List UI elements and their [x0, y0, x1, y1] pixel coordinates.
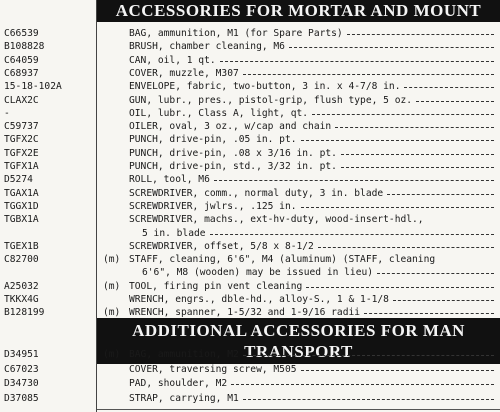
- part-number: TGGX1D: [4, 200, 39, 212]
- item-description-text: STRAP, carrying, M1: [129, 392, 239, 404]
- list-item: [0, 27, 500, 41]
- item-description: [129, 40, 494, 54]
- part-number: TGAX1A: [4, 187, 39, 199]
- mark-indicator: (m): [103, 280, 121, 292]
- leader-dashes: [404, 87, 494, 88]
- part-number: 15-18-102A: [4, 81, 62, 93]
- item-description: [129, 240, 494, 254]
- item-description: [129, 120, 494, 134]
- leader-dashes: [387, 194, 494, 195]
- part-number: D37085: [4, 392, 39, 404]
- item-description: [129, 147, 494, 161]
- list-item: [0, 240, 500, 254]
- list-item: [0, 363, 500, 377]
- item-description: [129, 377, 494, 391]
- list-item: [0, 280, 500, 294]
- item-description: [129, 213, 494, 227]
- leader-dashes: [341, 154, 494, 155]
- list-item: [0, 392, 500, 406]
- leader-dashes: [289, 47, 494, 48]
- list-item: [0, 173, 500, 187]
- part-number: TGFX1A: [4, 161, 39, 172]
- part-number: -: [4, 107, 10, 119]
- item-description: [129, 280, 494, 294]
- part-number: D34951: [4, 349, 39, 360]
- list-item: [0, 80, 500, 94]
- part-number: TGFX2C: [4, 134, 39, 146]
- mark-indicator: (m): [103, 254, 121, 266]
- part-number: TGBX1A: [4, 214, 39, 226]
- leader-dashes: [301, 207, 494, 208]
- section-header-line-1: ADDITIONAL ACCESSORIES FOR MAN: [132, 321, 465, 340]
- item-description-text: ROLL, tool, M6: [129, 174, 210, 186]
- item-description-text: COVER, traversing screw, M505: [129, 363, 297, 375]
- mark-indicator: (m): [103, 349, 121, 360]
- item-description-text: OILER, oval, 3 oz., w/cap and chain: [129, 121, 332, 133]
- item-description-text: SCREWDRIVER, jwlrs., .125 in.: [129, 200, 297, 212]
- item-description-text: BAG, ammunition, M1 (for Spare Parts): [129, 28, 343, 39]
- list-item: [0, 107, 500, 121]
- item-description: [129, 27, 494, 41]
- item-description: [129, 173, 494, 187]
- list-item: [0, 120, 500, 134]
- list-item: [0, 67, 500, 81]
- item-description: [129, 348, 494, 362]
- leader-dashes: [301, 370, 494, 371]
- part-number: C82700: [4, 254, 39, 266]
- part-number: TGEX1B: [4, 240, 39, 252]
- item-description: [129, 293, 494, 307]
- item-description-text: PUNCH, drive-pin, .08 x 3/16 in. pt.: [129, 147, 337, 159]
- item-description-text: SCREWDRIVER, offset, 5/8 x 8-1/2: [129, 240, 314, 252]
- leader-dashes: [243, 399, 494, 400]
- item-description: [129, 253, 494, 267]
- leader-dashes: [377, 273, 494, 274]
- list-item: [0, 54, 500, 68]
- list-item: [0, 147, 500, 161]
- item-description: [129, 363, 494, 377]
- item-description-text: CAN, oil, 1 qt.: [129, 54, 216, 66]
- list-item: [0, 187, 500, 201]
- list-item: [0, 348, 500, 362]
- leader-dashes: [318, 247, 494, 248]
- leader-dashes: [312, 114, 494, 115]
- continuation-text: 6'6", M8 (wooden) may be issued in lieu): [142, 267, 374, 279]
- item-description-text: OIL, lubr., Class A, light, qt.: [129, 107, 309, 119]
- part-number: C59737: [4, 121, 39, 133]
- list-item: [0, 253, 500, 267]
- leader-dashes: [220, 61, 494, 62]
- leader-dashes: [335, 127, 494, 128]
- part-number: C66539: [4, 28, 39, 39]
- item-description-text: WRENCH, spanner, 1-5/32 and 1-9/16 radii: [129, 307, 361, 319]
- item-description-text: GUN, lubr., pres., pistol-grip, flush type, 5 oz.: [129, 94, 413, 106]
- part-number: TGFX2E: [4, 147, 39, 159]
- item-description: [129, 133, 494, 147]
- item-description-text: WRENCH, engrs., dble-hd., alloy-S., 1 & 1-1/8: [129, 294, 389, 305]
- leader-dashes: [301, 140, 494, 141]
- item-description: [129, 54, 494, 68]
- item-description-text: STAFF, cleaning, 6'6", M4 (aluminum) (STAFF, cleaning: [129, 254, 436, 266]
- leader-dashes: [416, 101, 494, 102]
- item-description-text: BRUSH, chamber cleaning, M6: [129, 41, 285, 53]
- bottom-rule: [97, 409, 500, 410]
- part-number: CLAX2C: [4, 94, 39, 106]
- leader-dashes: [243, 355, 494, 356]
- list-item: [0, 377, 500, 391]
- part-number: A25032: [4, 280, 39, 292]
- list-item: [0, 160, 500, 174]
- leader-dashes: [364, 313, 494, 314]
- part-number: B128199: [4, 307, 45, 319]
- section-header-mortar-and-mount: ACCESSORIES FOR MORTAR AND MOUNT: [97, 0, 500, 22]
- section-header-line-2: TRANSPORT: [244, 342, 353, 361]
- leader-dashes: [214, 180, 494, 181]
- leader-dashes: [393, 300, 494, 301]
- item-description-text: COVER, muzzle, M307: [129, 67, 239, 79]
- item-description: [129, 80, 494, 94]
- item-description-text: ENVELOPE, fabric, two-button, 3 in. x 4-7/8 in.: [129, 81, 401, 93]
- leader-dashes: [243, 74, 494, 75]
- item-description-text: PUNCH, drive-pin, std., 3/32 in. pt.: [129, 161, 337, 172]
- leader-dashes: [306, 287, 494, 288]
- item-description: [129, 187, 494, 201]
- part-number: C68937: [4, 67, 39, 79]
- item-description-text: SCREWDRIVER, comm., normal duty, 3 in. blade: [129, 187, 384, 199]
- item-description: [129, 392, 494, 406]
- item-description-text: PUNCH, drive-pin, .05 in. pt.: [129, 134, 297, 146]
- part-number: C67023: [4, 363, 39, 375]
- mark-indicator: (m): [103, 307, 121, 319]
- leader-dashes: [231, 384, 494, 385]
- item-description-continuation: [142, 266, 494, 280]
- part-number: D5274: [4, 174, 33, 186]
- list-item: [0, 133, 500, 147]
- list-item: [0, 213, 500, 227]
- item-description-text: PAD, shoulder, M2: [129, 378, 228, 390]
- item-description: [129, 160, 494, 174]
- part-number: C64059: [4, 54, 39, 66]
- item-description: [129, 107, 494, 121]
- item-description-text: TOOL, firing pin vent cleaning: [129, 280, 303, 292]
- item-description-continuation: [142, 227, 494, 241]
- item-description: [129, 67, 494, 81]
- part-number: TKKX4G: [4, 294, 39, 305]
- part-number: B108828: [4, 41, 45, 53]
- list-item: [0, 94, 500, 108]
- list-item: [0, 293, 500, 307]
- leader-dashes: [347, 34, 494, 35]
- item-description-text: BAG, ammunition, M2: [129, 349, 239, 360]
- leader-dashes: [210, 234, 494, 235]
- leader-dashes: [341, 167, 494, 168]
- item-description: [129, 94, 494, 108]
- list-item: [0, 200, 500, 214]
- item-description: [129, 200, 494, 214]
- item-description-text: SCREWDRIVER, machs., ext-hv-duty, wood-insert-hdl.,: [129, 214, 424, 226]
- continuation-text: 5 in. blade: [142, 227, 206, 239]
- part-number: D34730: [4, 378, 39, 390]
- list-item: [0, 40, 500, 54]
